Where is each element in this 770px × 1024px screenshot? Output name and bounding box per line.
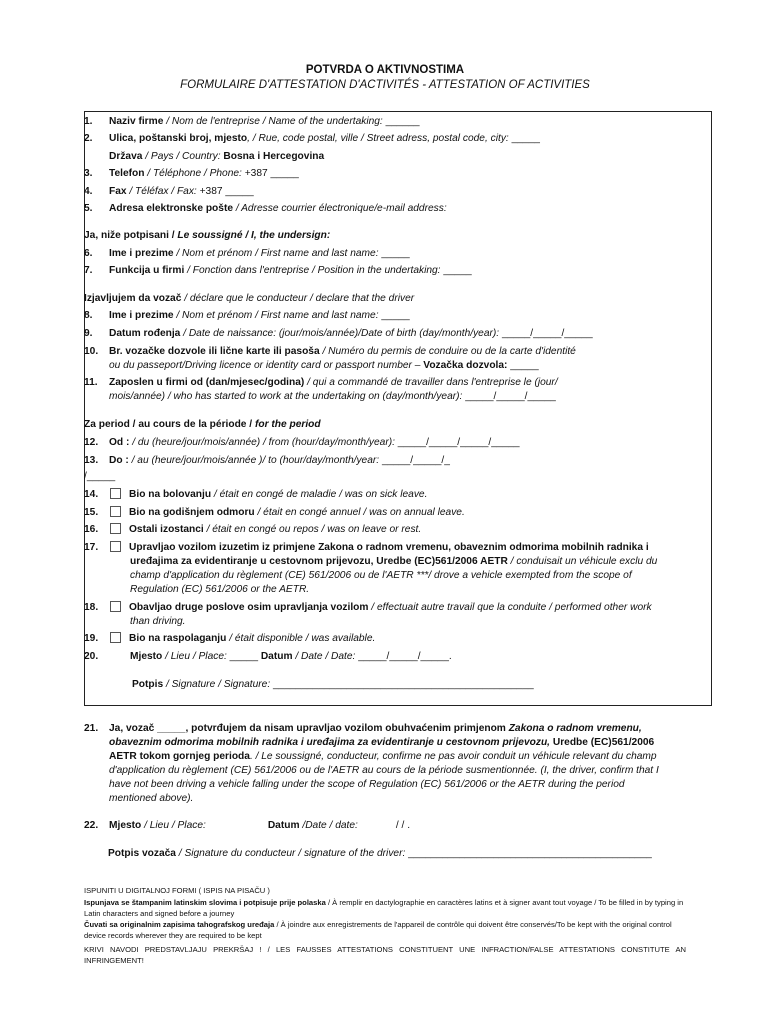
available-checkbox[interactable] <box>110 632 121 643</box>
driver-confirmation-cont5: mentioned above). <box>109 793 194 804</box>
option-other-leave[interactable]: 16. Ostali izostanci / était en congé ou repos / was on leave or rest. <box>84 524 422 535</box>
field-fax[interactable]: 4. Fax / Téléfax / Fax: +387 _____ <box>84 186 254 197</box>
footer-instructions: Ispunjava se štampanim latinskim slovima i potpisuje prije polaska / À remplir en dactylographie en caractères latins et à signer avant tout voyage / To be filled in by typing in Latin characters and signed before a journey <box>84 898 684 918</box>
field-driver-place-date[interactable]: 22. Mjesto / Lieu / Place: Datum /Date / date: / / . <box>84 820 411 831</box>
driver-confirmation-cont4: have not been driving a vehicle falling under the scope of Regulation (EC) 561/2006 or the AETR during the period <box>109 779 625 790</box>
option-other-work-cont: than driving. <box>130 616 186 627</box>
other-work-checkbox[interactable] <box>110 601 121 612</box>
field-company-name[interactable]: 1. Naziv firme / Nom de l'entreprise / Name of the undertaking: ______ <box>84 116 420 127</box>
option-other-work[interactable]: 18. Obavljao druge poslove osim upravljanja vozilom / effectuait autre travail que la conduite / performed other work <box>84 602 652 613</box>
driver-signature-field[interactable]: Potpis vozača / Signature du conducteur / signature of the driver: ___________________________________________ <box>108 848 652 859</box>
driver-confirmation-cont1: obaveznim odmorima mobilnih radnika i uređajima za evidentiranje u cestovnom prijevozu, Uredbe (EC)561/2006 <box>109 737 655 748</box>
field-address[interactable]: 2. Ulica, poštanski broj, mjesto, / Rue, code postal, ville / Street adress, postal code, city: _____ <box>84 133 540 144</box>
footer-print-note: ISPUNITI U DIGITALNOJ FORMI ( ISPIS NA PISAČU ) <box>84 886 270 895</box>
driver-confirmation-cont2: AETR tokom gornjeg perioda. / Le soussigné, conducteur, confirme ne pas avoir conduit un véhicule relevant du champ <box>109 751 657 762</box>
option-exempt-vehicle-cont1: uređajima za evidentiranje u cestovnom prijevozu, Uredbe (EC)561/2006 AETR / conduisait un véhicule exclu du <box>130 556 658 567</box>
field-driver-name[interactable]: 8. Ime i prezime / Nom et prénom / First name and last name: _____ <box>84 310 410 321</box>
field-phone[interactable]: 3. Telefon / Téléphone / Phone: +387 _____ <box>84 168 299 179</box>
driver-confirmation-cont3: d'application du règlement (CE) 561/2006 ou de l'AETR au cours de la période susmentionnée. (I, the driver, confirm that I <box>109 765 659 776</box>
option-exempt-vehicle-cont2: champ d'application du règlement (CE) 561/2006 ou de l'AETR ***/ drove a vehicle exempted from the scope of <box>130 570 632 581</box>
other-leave-checkbox[interactable] <box>110 523 121 534</box>
field-country: Država / Pays / Country: Bosna i Hercegovina <box>109 151 325 162</box>
form-title: POTVRDA O AKTIVNOSTIMA <box>305 64 465 76</box>
footer-warning: KRIVI NAVODI PREDSTAVLJAJU PREKRŠAJ ! / LES FAUSSES ATTESTATIONS CONSTITUENT UNE INFRACTION/FALSE ATTESTATIONS CONSTITUTE AN INFRINGEMENT! <box>84 945 686 965</box>
driver-confirmation: 21. Ja, vozač _____, potvrđujem da nisam upravljao vozilom obuhvaćenim primjenom Zakona o radnom vremenu, <box>84 723 642 734</box>
option-exempt-vehicle-cont3: Regulation (EC) 561/2006 or the AETR. <box>130 584 310 595</box>
annual-leave-checkbox[interactable] <box>110 506 121 517</box>
field-signer-name[interactable]: 6. Ime i prezime / Nom et prénom / First name and last name: _____ <box>84 248 410 259</box>
sick-leave-checkbox[interactable] <box>110 488 121 499</box>
field-signer-position[interactable]: 7. Funkcija u firmi / Fonction dans l'entreprise / Position in the undertaking: _____ <box>84 265 472 276</box>
field-employed-since-cont[interactable]: mois/année) / who has started to work at the undertaking on (day/month/year): _____/_____/_____ <box>109 391 556 402</box>
exempt-vehicle-checkbox[interactable] <box>110 541 121 552</box>
section-driver: Izjavljujem da vozač / déclare que le conducteur / declare that the driver <box>84 293 415 304</box>
field-place-date[interactable]: 20. Mjesto / Lieu / Place: _____ Datum / Date / Date: _____/_____/_____. <box>84 651 452 662</box>
section-period: Za period / au cours de la période / for the period <box>84 419 321 430</box>
field-period-to[interactable]: 13. Do : / au (heure/jour/mois/année )/ to (hour/day/month/year: _____/_____/_ <box>84 455 450 466</box>
signature-field[interactable]: Potpis / Signature / Signature: ______________________________________________ <box>132 679 534 690</box>
field-birth-date[interactable]: 9. Datum rođenja / Date de naissance: (jour/mois/année)/Date of birth (day/month/year): _____/_____/_____ <box>84 328 593 339</box>
field-employed-since: 11. Zaposlen u firmi od (dan/mjesec/godina) / qui a commandé de travailler dans l'entreprise le (jour/ <box>84 377 558 388</box>
option-exempt-vehicle[interactable]: 17. Upravljao vozilom izuzetim iz primjene Zakona o radnom vremenu, obaveznim odmorima mobilnih radnika i <box>84 542 649 553</box>
field-email[interactable]: 5. Adresa elektronske pošte / Adresse courrier électronique/e-mail address: <box>84 203 447 214</box>
field-period-to-cont: /_____ <box>84 471 116 482</box>
field-period-from[interactable]: 12. Od : / du (heure/jour/mois/année) / from (hour/day/month/year): _____/_____/_____/_____ <box>84 437 520 448</box>
field-licence-number-cont[interactable]: ou du passeport/Driving licence or identity card or passport number – Vozačka dozvola: _____ <box>109 360 539 371</box>
option-sick-leave[interactable]: 14. Bio na bolovanju / était en congé de maladie / was on sick leave. <box>84 489 428 500</box>
field-licence-number: 10. Br. vozačke dozvole ili lične karte ili pasoša / Numéro du permis de conduire ou de la carte d'identité <box>84 346 576 357</box>
form-subtitle: FORMULAIRE D'ATTESTATION D'ACTIVITÉS - ATTESTATION OF ACTIVITIES <box>180 79 590 91</box>
option-available[interactable]: 19. Bio na raspolaganju / était disponible / was available. <box>84 633 376 644</box>
section-undersigned: Ja, niže potpisani / Le soussigné / I, the undersign: <box>84 230 331 241</box>
option-annual-leave[interactable]: 15. Bio na godišnjem odmoru / était en congé annuel / was on annual leave. <box>84 507 465 518</box>
footer-keep-note: Čuvati sa originalnim zapisima tahografskog uređaja / À joindre aux enregistrements de l'appareil de contrôle qui doivent être conservés/To be kept with the original control device records wherever they are required to be kept <box>84 920 672 940</box>
